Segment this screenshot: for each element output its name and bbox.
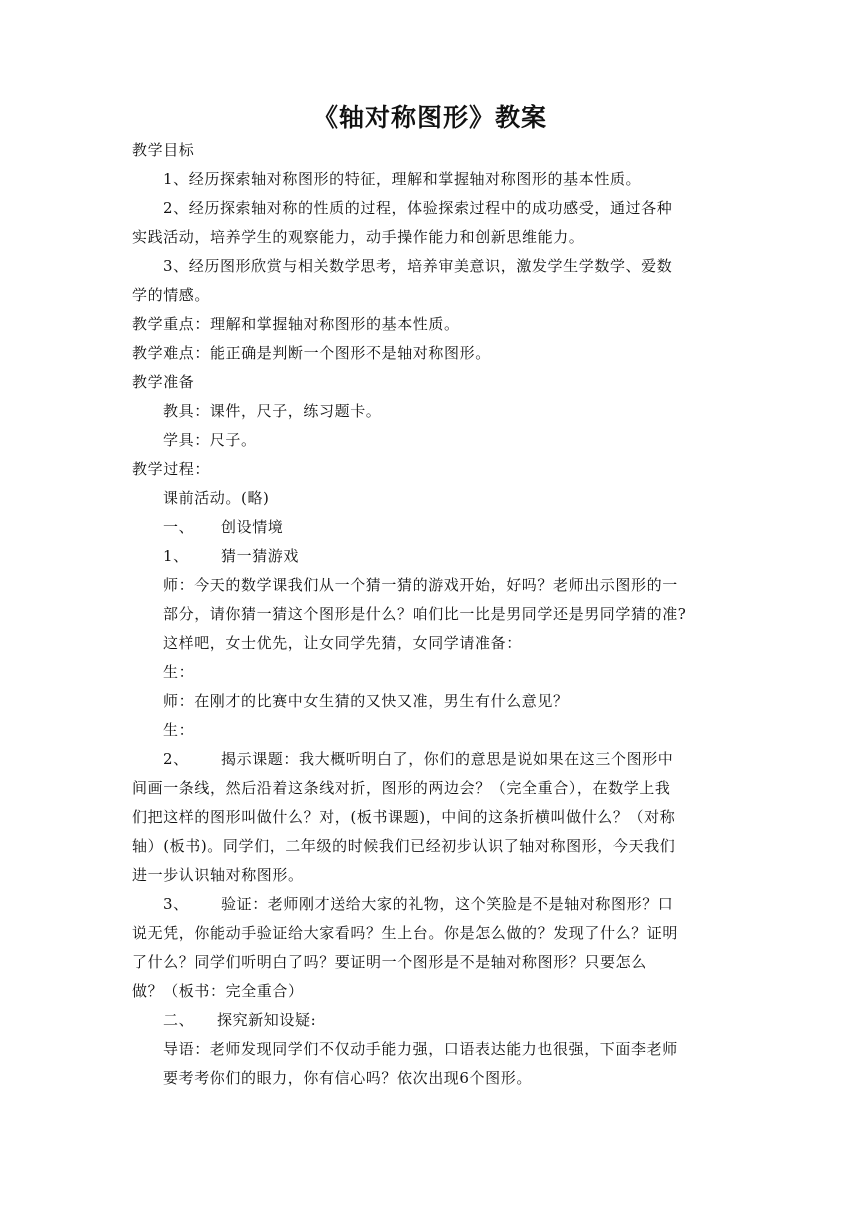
paragraph-line: 们把这样的图形叫做什么？对，(板书课题)，中间的这条折横叫做什么？（对称 [132,808,676,826]
paragraph-line: 学的情感。 [132,286,211,304]
section-number: 一、 [163,518,195,536]
paragraph-line: 生： [163,663,195,681]
paragraph-line: 间画一条线，然后沿着这条线对折，图形的两边会？（完全重合），在数学上我 [132,779,671,797]
item-number: 1、 [163,547,189,565]
section-heading [163,514,283,541]
paragraph-text: 验证：老师刚才送给大家的礼物，这个笑脸是不是轴对称图形？口 [221,895,674,913]
section-heading [163,1007,316,1034]
heading-process: 教学过程： [132,460,211,478]
paragraph-line: 要考考你们的眼力，你有信心吗？依次出现6个图形。 [163,1069,532,1087]
paragraph-line: 做？（板书：完全重合） [132,982,304,1000]
heading-objectives: 教学目标 [132,141,195,159]
paragraph-line: 说无凭，你能动手验证给大家看吗？生上台。你是怎么做的？发现了什么？证明 [132,924,679,942]
paragraph-line: 这样吧，女士优先，让女同学先猜，女同学请准备： [163,634,522,652]
paragraph-line: 教具：课件，尺子，练习题卡。 [163,402,382,420]
subsection-heading [163,543,299,570]
heading-preparation: 教学准备 [132,373,195,391]
paragraph-line: 生： [163,721,195,739]
paragraph-line: 1、经历探索轴对称图形的特征，理解和掌握轴对称图形的基本性质。 [163,170,642,188]
paragraph-line: 实践活动，培养学生的观察能力，动手操作能力和创新思维能力。 [132,228,585,246]
paragraph-line [163,746,673,773]
section-number: 二、 [163,1011,195,1029]
paragraph-line: 3、经历图形欣赏与相关数学思考，培养审美意识，激发学生学数学、爱数 [163,257,673,275]
paragraph-line: 师：在刚才的比赛中女生猜的又快又准，男生有什么意见？ [163,692,569,710]
paragraph-line: 导语：老师发现同学们不仅动手能力强，口语表达能力也很强，下面李老师 [163,1040,678,1058]
paragraph-line: 2、经历探索轴对称的性质的过程，体验探索过程中的成功感受，通过各种 [163,199,673,217]
item-number: 3、 [163,895,189,913]
item-number: 2、 [163,750,189,768]
paragraph-line: 部分，请你猜一猜这个图形是什么？咱们比一比是男同学还是男同学猜的准? [163,605,687,623]
key-point-line: 教学重点：理解和掌握轴对称图形的基本性质。 [132,315,460,333]
paragraph-line: 师：今天的数学课我们从一个猜一猜的游戏开始，好吗？老师出示图形的一 [163,576,678,594]
paragraph-line [163,891,673,918]
subsection-title: 猜一猜游戏 [221,547,300,565]
paragraph-line: 进一步认识轴对称图形。 [132,866,304,884]
paragraph-line: 学具：尺子。 [163,431,257,449]
paragraph-line: 轴）(板书)。同学们，二年级的时候我们已经初步认识了轴对称图形，今天我们 [132,837,676,855]
section-title: 创设情境 [221,518,284,536]
paragraph-line: 课前活动。(略) [163,489,270,507]
paragraph-line: 了什么？同学们听明白了吗？要证明一个图形是不是轴对称图形？只要怎么 [132,953,647,971]
paragraph-text: 揭示课题：我大概听明白了，你们的意思是说如果在这三个图形中 [221,750,674,768]
section-title: 探究新知设疑: [217,1011,317,1029]
difficulty-line: 教学难点：能正确是判断一个图形不是轴对称图形。 [132,344,491,362]
document-title: 《轴对称图形》教案 [312,103,547,132]
